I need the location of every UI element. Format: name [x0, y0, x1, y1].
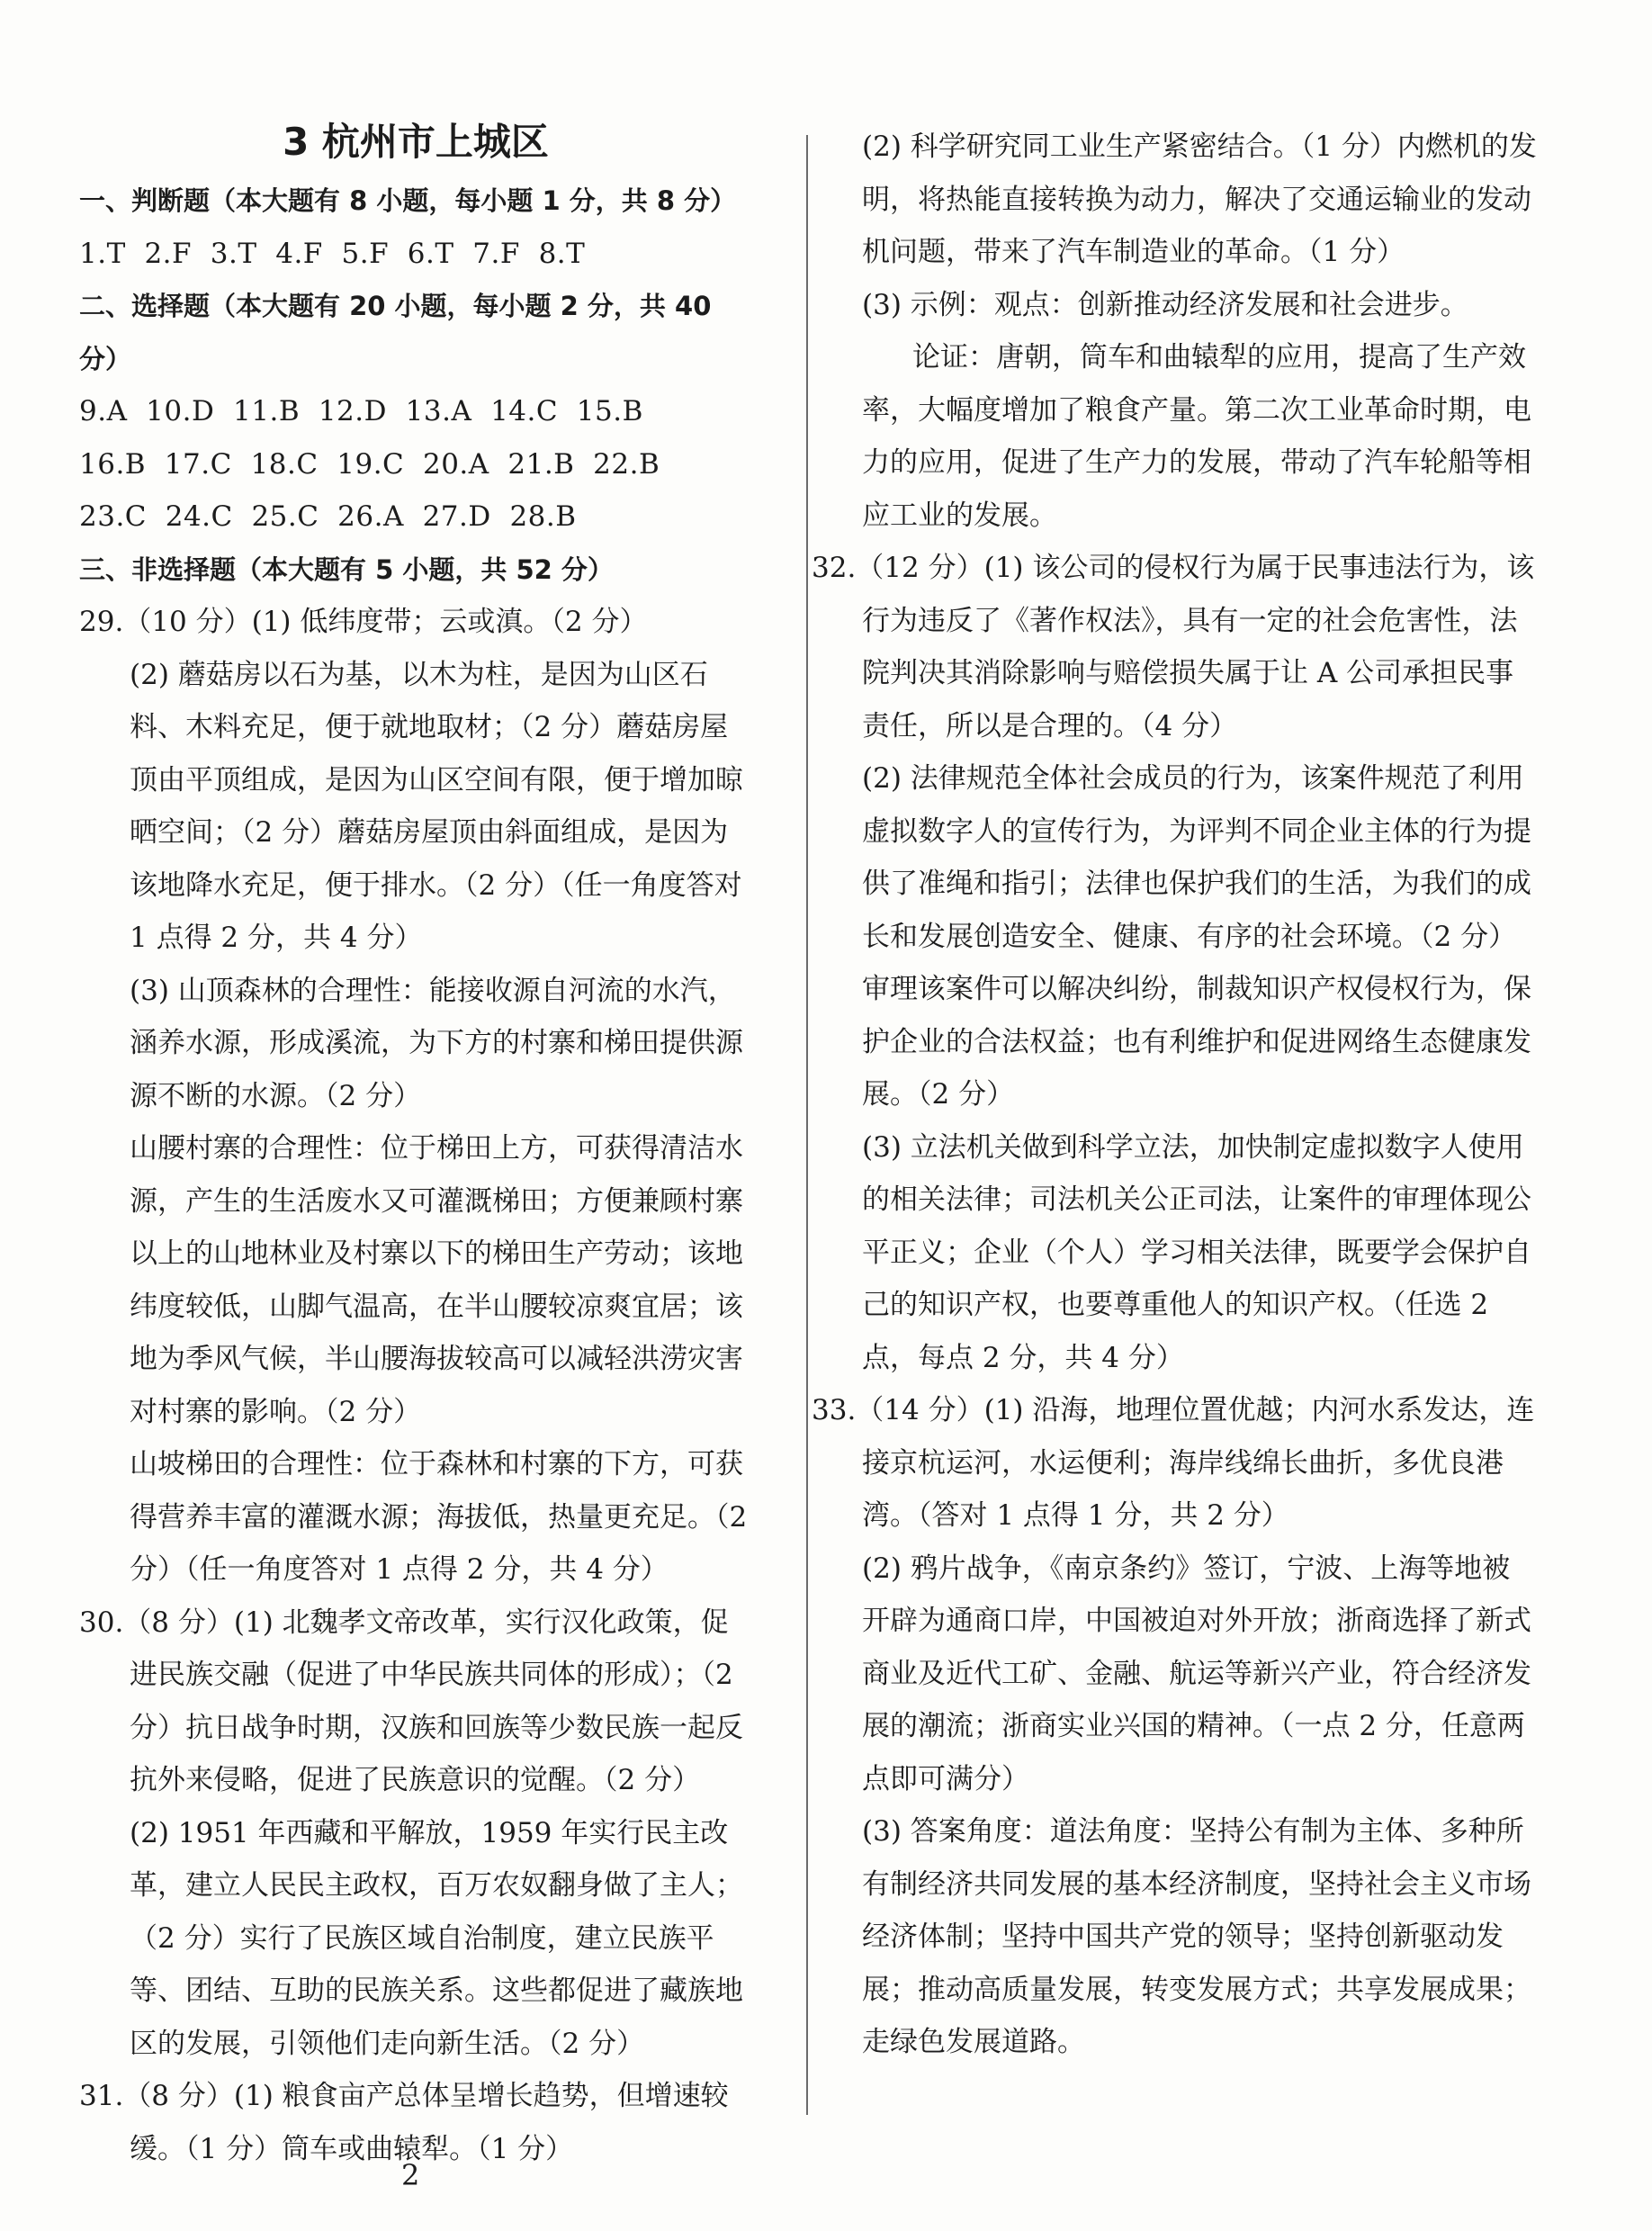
answer-q29-3b: 山腰村寨的合理性：位于梯田上方，可获得清洁水源，产生的生活废水又可灌溉梯田；方便兼顾村寨以上的山地林业及村寨以下的梯田生产劳动；该地纬度较低，山脚气温高，在半山腰较凉爽宜居；该地为季风气候，半山腰海拔较高可以减轻洪涝灾害对村寨的影响。（2 分）: [130, 1132, 743, 1428]
answer-row: 9.A 10.D 11.B 12.D 13.A 14.C 15.B: [79, 395, 643, 427]
answer-q31-2: (2) 科学研究同工业生产紧密结合。（1 分）内燃机的发明，将热能直接转换为动力，解决了交通运输业的发动机问题，带来了汽车制造业的革命。（1 分）: [862, 130, 1537, 268]
answer-q29-1: 29.（10 分）(1) 低纬度带；云或滇。（2 分）: [79, 606, 648, 638]
answer-q29-3a: (3) 山顶森林的合理性：能接收源自河流的水汽，涵养水源，形成溪流，为下方的村寨和梯田提供源源不断的水源。（2 分）: [130, 974, 743, 1112]
answer-q30-1: 30.（8 分）(1) 北魏孝文帝改革，实行汉化政策，促进民族交融（促进了中华民族共同体的形成）；（2 分）抗日战争时期，汉族和回族等少数民族一起反抗外来侵略，促进了民族意识的觉醒。（2 分）: [79, 1606, 743, 1796]
answer-q31-1: 31.（8 分）(1) 粮食亩产总体呈增长趋势，但增速较缓。（1 分）筒车或曲辕犁。（1 分）: [79, 2080, 729, 2165]
answer-q31-3a: (3) 示例：观点：创新推动经济发展和社会进步。: [862, 288, 1468, 321]
right-column: [812, 121, 1537, 2069]
answer-row: 16.B 17.C 18.C 19.C 20.A 21.B 22.B: [79, 447, 660, 481]
section-heading-3: 三、非选择题（本大题有 5 小题，共 52 分）: [79, 553, 614, 585]
answer-q33-1: 33.（14 分）(1) 沿海，地理位置优越；内河水系发达，连接京杭运河，水运便利；海岸线绵长曲折，多优良港湾。（答对 1 点得 1 分，共 2 分）: [812, 1394, 1535, 1532]
answer-q33-2: (2) 鸦片战争，《南京条约》签订，宁波、上海等地被开辟为通商口岸，中国被迫对外开放；浙商选择了新式商业及近代工矿、金融、航运等新兴产业，符合经济发展的潮流；浙商实业兴国的精神。（一点 2 分，任意两点即可满分）: [862, 1552, 1531, 1795]
answer-q32-2: (2) 法律规范全体社会成员的行为，该案件规范了利用虚拟数字人的宣传行为，为评判不同企业主体的行为提供了准绳和指引；法律也保护我们的生活，为我们的成长和发展创造安全、健康、有序的社会环境。（2 分）审理该案件可以解决纠纷，制裁知识产权侵权行为，保护企业的合法权益；也有利维护和促进网络生态健康发展。（2 分）: [862, 762, 1531, 1111]
left-column: [79, 117, 752, 2175]
section-heading-2: 二、选择题（本大题有 20 小题，每小题 2 分，共 40 分）: [79, 291, 712, 374]
answer-row: 23.C 24.C 25.C 26.A 27.D 28.B: [79, 500, 577, 533]
answer-q32-1: 32.（12 分）(1) 该公司的侵权行为属于民事违法行为，该行为违反了《著作权法》，具有一定的社会危害性，法院判决其消除影响与赔偿损失属于让 A 公司承担民事责任，所以是合理的。（4 分）: [812, 552, 1535, 742]
answer-row: 1.T 2.F 3.T 4.F 5.F 6.T 7.F 8.T: [79, 237, 586, 270]
page-number: 2: [401, 2158, 420, 2192]
answer-q29-2: (2) 蘑菇房以石为基，以木为柱，是因为山区石料、木料充足，便于就地取材；（2 分）蘑菇房屋顶由平顶组成，是因为山区空间有限，便于增加晾晒空间；（2 分）蘑菇房屋顶由斜面组成，是因为该地降水充足，便于排水。（2 分）（任一角度答对 1 点得 2 分，共 4 分）: [130, 658, 743, 954]
section-heading-1: 一、判断题（本大题有 8 小题，每小题 1 分，共 8 分）: [79, 185, 737, 216]
answer-q33-3: (3) 答案角度：道法角度：坚持公有制为主体、多种所有制经济共同发展的基本经济制度，坚持社会主义市场经济体制；坚持中国共产党的领导；坚持创新驱动发展；推动高质量发展，转变发展方式；共享发展成果；走绿色发展道路。: [862, 1815, 1531, 2058]
answer-q31-3b: 论证：唐朝，筒车和曲辕犁的应用，提高了生产效率，大幅度增加了粮食产量。第二次工业革命时期，电力的应用，促进了生产力的发展，带动了汽车轮船等相应工业的发展。: [862, 341, 1531, 532]
answer-q29-3c: 山坡梯田的合理性：位于森林和村寨的下方，可获得营养丰富的灌溉水源；海拔低，热量更充足。（2 分）（任一角度答对 1 点得 2 分，共 4 分）: [130, 1448, 748, 1586]
answer-q32-3: (3) 立法机关做到科学立法，加快制定虚拟数字人使用的相关法律；司法机关公正司法，让案件的审理体现公平正义；企业（个人）学习相关法律，既要学会保护自己的知识产权，也要尊重他人的知识产权。（任选 2 点，每点 2 分，共 4 分）: [862, 1130, 1531, 1374]
page-title: 3 杭州市上城区: [283, 120, 549, 164]
answer-q30-2: (2) 1951 年西藏和平解放，1959 年实行民主改革，建立人民民主政权，百万农奴翻身做了主人；（2 分）实行了民族区域自治制度，建立民族平等、团结、互助的民族关系。这些都促进了藏族地区的发展，引领他们走向新生活。（2 分）: [130, 1816, 743, 2060]
column-divider: [806, 135, 808, 2115]
